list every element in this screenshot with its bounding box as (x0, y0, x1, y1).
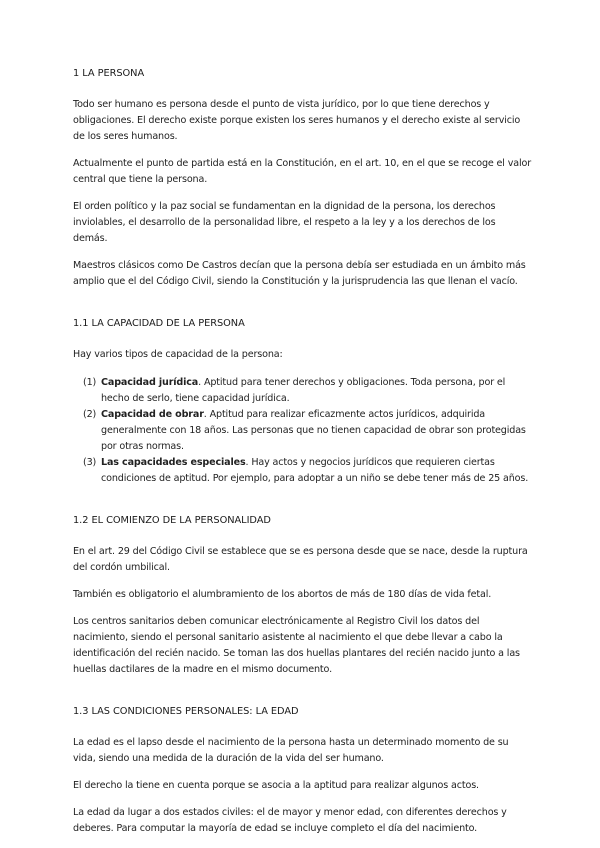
section-capacidad (73, 316, 531, 487)
section-comienzo (73, 513, 531, 678)
paragraph: También es obligatorio el alumbramiento de los abortos de más de 180 días de vida fetal. (73, 589, 492, 600)
list-text: . Hay actos y negocios jurídicos que requieren ciertas condiciones de aptitud. Por ejemplo, para adoptar a un niño se debe tener más de 25 años. (101, 457, 529, 484)
capacity-list (73, 375, 531, 487)
list-term: Capacidad de obrar (101, 409, 204, 420)
paragraph: Todo ser humano es persona desde el punto de vista jurídico, por lo que tiene derechos y obligaciones. El derecho existe porque existen los seres humanos y el derecho existe al servicio de los seres humanos. (73, 99, 521, 142)
list-term: Las capacidades especiales (101, 457, 246, 468)
section-heading: 1.1 LA CAPACIDAD DE LA PERSONA (73, 318, 245, 329)
paragraph: La edad es el lapso desde el nacimiento de la persona hasta un determinado momento de su vida, siendo una medida de la duración de la vida del ser humano. (73, 737, 509, 764)
list-text: . Aptitud para tener derechos y obligaciones. Toda persona, por el hecho de serlo, tiene capacidad jurídica. (101, 377, 506, 404)
list-number: (3) (83, 457, 97, 468)
paragraph: La edad da lugar a dos estados civiles: el de mayor y menor edad, con diferentes derechos y deberes. Para computar la mayoría de edad se incluye completo el día del nacimiento. (73, 807, 507, 834)
paragraph: Hay varios tipos de capacidad de la persona: (73, 349, 283, 360)
list-number: (1) (83, 377, 97, 388)
paragraph: Los centros sanitarios deben comunicar electrónicamente al Registro Civil los datos del nacimiento, siendo el personal sanitario asistente al nacimiento el que debe llevar a cabo la identificación del recién nacido. Se toman las dos huellas plantares del recién nacido junto a las huellas dactilares de la madre en el mismo documento. (73, 616, 520, 675)
document-body (73, 66, 531, 837)
section-heading: 1.3 LAS CONDICIONES PERSONALES: LA EDAD (73, 706, 299, 717)
list-number: (2) (83, 409, 97, 420)
paragraph: Actualmente el punto de partida está en la Constitución, en el art. 10, en el que se recoge el valor central que tiene la persona. (73, 158, 532, 185)
list-term: Capacidad jurídica (101, 377, 199, 388)
section-edad (73, 704, 531, 837)
section-heading: 1 LA PERSONA (73, 68, 145, 79)
paragraph: En el art. 29 del Código Civil se establece que se es persona desde que se nace, desde la ruptura del cordón umbilical. (73, 546, 528, 573)
section-la-persona (73, 66, 531, 290)
list-item (73, 375, 531, 407)
list-item (73, 407, 531, 455)
paragraph: Maestros clásicos como De Castros decían que la persona debía ser estudiada en un ámbito más amplio que el del Código Civil, siendo la Constitución y la jurisprudencia las que llenan el vacío. (73, 260, 526, 287)
section-heading: 1.2 EL COMIENZO DE LA PERSONALIDAD (73, 515, 271, 526)
paragraph: El orden político y la paz social se fundamentan en la dignidad de la persona, los derechos inviolables, el desarrollo de la personalidad libre, el respeto a la ley y a los derechos de los demás. (73, 201, 496, 244)
list-text: . Aptitud para realizar eficazmente actos jurídicos, adquirida generalmente con 18 años. Las personas que no tienen capacidad de obrar son protegidas por otras normas. (101, 409, 526, 452)
paragraph: El derecho la tiene en cuenta porque se asocia a la aptitud para realizar algunos actos. (73, 780, 479, 791)
list-item (73, 455, 531, 487)
